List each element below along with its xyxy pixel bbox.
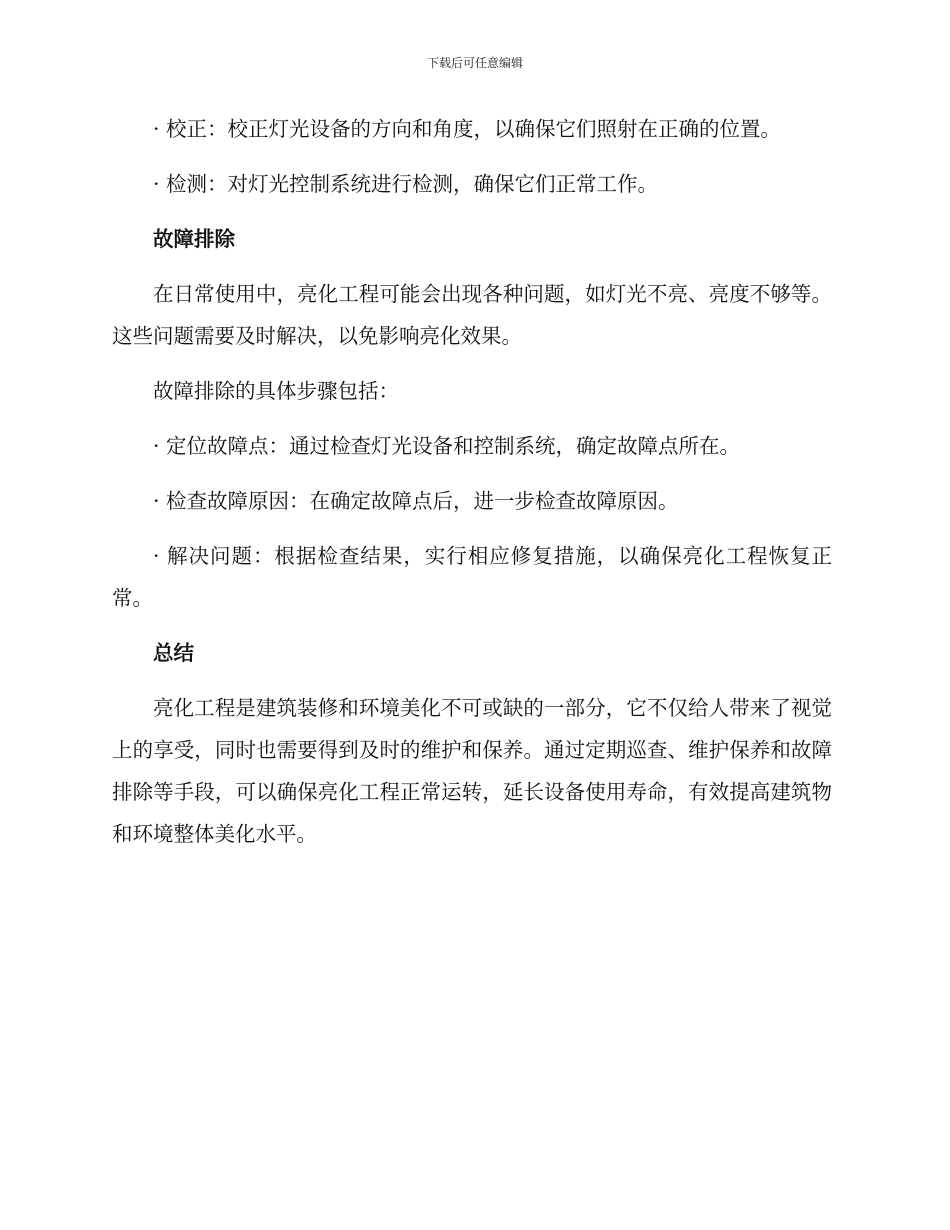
section-heading-troubleshooting: 故障排除 <box>153 227 235 251</box>
page-header-note: 下载后可任意编辑 <box>426 56 523 70</box>
paragraph-troubleshooting-intro: 在日常使用中，亮化工程可能会出现各种问题，如灯光不亮、亮度不够等。这些问题需要及时解决，以免影响亮化效果。 <box>112 282 832 348</box>
bullet-inspection: · 检测：对灯光控制系统进行检测，确保它们正常工作。 <box>153 172 659 196</box>
bullet-locate-fault: · 定位故障点：通过检查灯光设备和控制系统，确定故障点所在。 <box>153 434 741 458</box>
section-heading-summary: 总结 <box>153 641 194 665</box>
bullet-calibration: · 校正：校正灯光设备的方向和角度，以确保它们照射在正确的位置。 <box>153 117 782 141</box>
document-body <box>112 108 832 868</box>
bullet-check-cause: · 检查故障原因：在确定故障点后，进一步检查故障原因。 <box>153 489 679 513</box>
paragraph-summary: 亮化工程是建筑装修和环境美化不可或缺的一部分，它不仅给人带来了视觉上的享受，同时也需要得到及时的维护和保养。通过定期巡查、维护保养和故障排除等手段，可以确保亮化工程正常运转，延长设备使用寿命，有效提高建筑物和环境整体美化水平。 <box>112 696 832 846</box>
paragraph-steps-intro: 故障排除的具体步骤包括： <box>153 379 399 403</box>
bullet-solve-problem: · 解决问题：根据检查结果，实行相应修复措施，以确保亮化工程恢复正常。 <box>112 544 832 610</box>
